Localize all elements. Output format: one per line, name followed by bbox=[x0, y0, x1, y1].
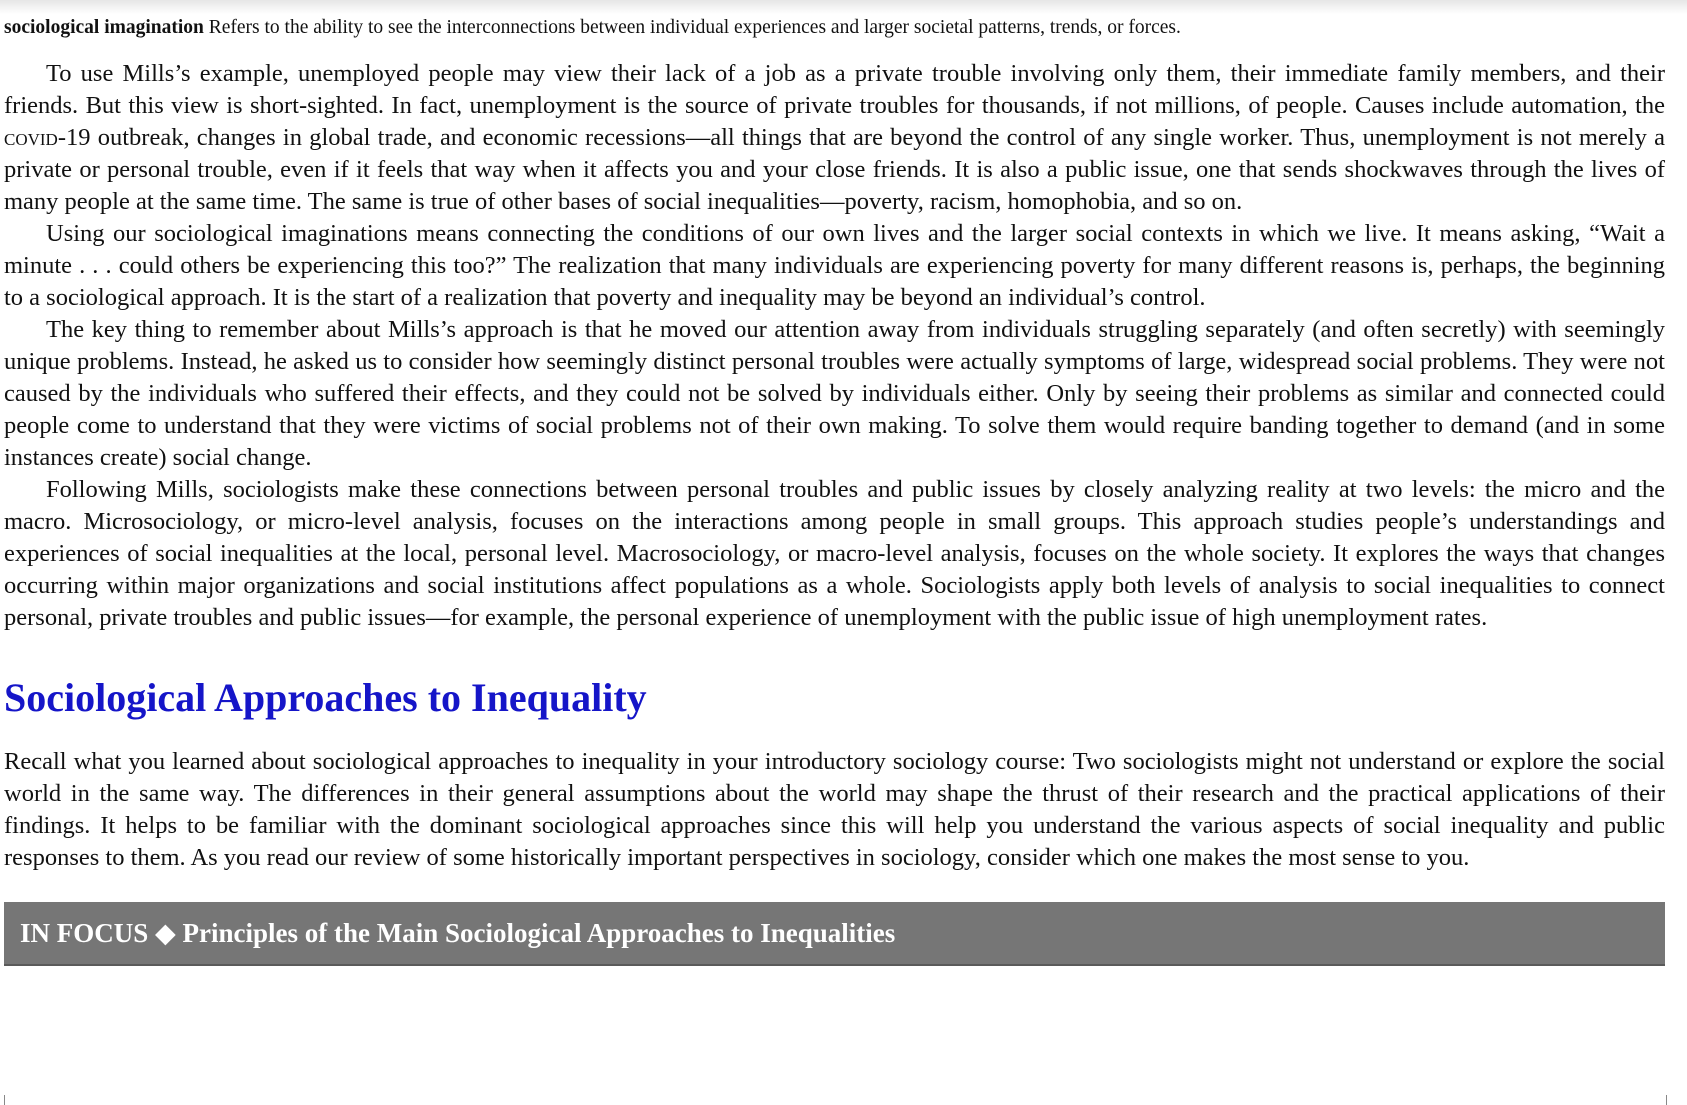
paragraph-micro-macro: Following Mills, sociologists make these connections between personal troubles and public issues by closely analyzing reality at two levels: the micro and the macro. Microsociology, or micro-level analysis, focuses on the interactions among people in small groups. This approach studies people’s understandings and experiences of social inequalities at the local, personal level. Macrosociology, or macro-level analysis, focuses on the whole society. It explores the ways that changes occurring within major organizations and social institutions affect populations as a whole. Sociologists apply both levels of analysis to social inequalities to connect personal, private troubles and public issues—for example, the personal experience of unemployment with the public issue of high unemployment rates. bbox=[4, 476, 1665, 631]
glossary-text: Refers to the ability to see the interconnections between individual experiences and larger societal patterns, trends, or forces. bbox=[203, 17, 1181, 38]
glossary-definition bbox=[4, 14, 1665, 42]
paragraph-sociological-imaginations: Using our sociological imaginations means connecting the conditions of our own lives and the larger social contexts in which we live. It means asking, “Wait a minute . . . could others be experiencing this too?” The realization that many individuals are experiencing poverty for many different reasons is, perhaps, the beginning to a sociological approach. It is the start of a realization that poverty and inequality may be beyond an individual’s control. bbox=[4, 220, 1665, 311]
top-shadow bbox=[0, 0, 1687, 14]
paragraph-section-intro: Recall what you learned about sociological approaches to inequality in your introductory sociology course: Two sociologists might not understand or explore the social world in the same way. The differences in their general assumptions about the world may shape the thrust of their research and the practical applications of their findings. It helps to be familiar with the dominant sociological approaches since this will help you understand the various aspects of social inequality and public responses to them. As you read our review of some historically important perspectives in sociology, consider which one makes the most sense to you. bbox=[4, 748, 1665, 871]
paragraph-unemployment bbox=[4, 58, 1665, 218]
in-focus-box-body bbox=[4, 1095, 1667, 1105]
document-page bbox=[4, 14, 1665, 966]
paragraph-mills-approach: The key thing to remember about Mills’s approach is that he moved our attention away from individuals struggling separately (and often secretly) with seemingly unique problems. Instead, he asked us to consider how seemingly distinct personal troubles were actually symptoms of large, widespread social problems. They were not caused by the individuals who suffered their effects, and they could not be solved by individuals either. Only by seeing their problems as similar and connected could people come to understand that they were victims of social problems not of their own making. To solve them would require banding together to demand (and in some instances create) social change. bbox=[4, 316, 1665, 471]
paragraph-text: To use Mills’s example, unemployed people may view their lack of a job as a private trouble involving only them, their immediate family members, and their friends. But this view is short-sighted. In fact, unemployment is the source of private troubles for thousands, if not millions, of people. Causes include automation, the bbox=[4, 60, 1665, 119]
covid-smallcaps: covid bbox=[4, 124, 58, 151]
glossary-term: sociological imagination bbox=[4, 17, 204, 38]
section-heading: Sociological Approaches to Inequality bbox=[4, 675, 647, 720]
in-focus-title: IN FOCUS ◆ Principles of the Main Sociological Approaches to Inequalities bbox=[20, 918, 896, 948]
in-focus-box bbox=[4, 902, 1665, 966]
paragraph-text: -19 outbreak, changes in global trade, and economic recessions—all things that are beyond the control of any single worker. Thus, unemployment is not merely a private or personal trouble, even if it feels that way when it affects you and your close friends. It is also a public issue, one that sends shockwaves through the lives of many people at the same time. The same is true of other bases of social inequalities—poverty, racism, homophobia, and so on. bbox=[4, 124, 1665, 215]
